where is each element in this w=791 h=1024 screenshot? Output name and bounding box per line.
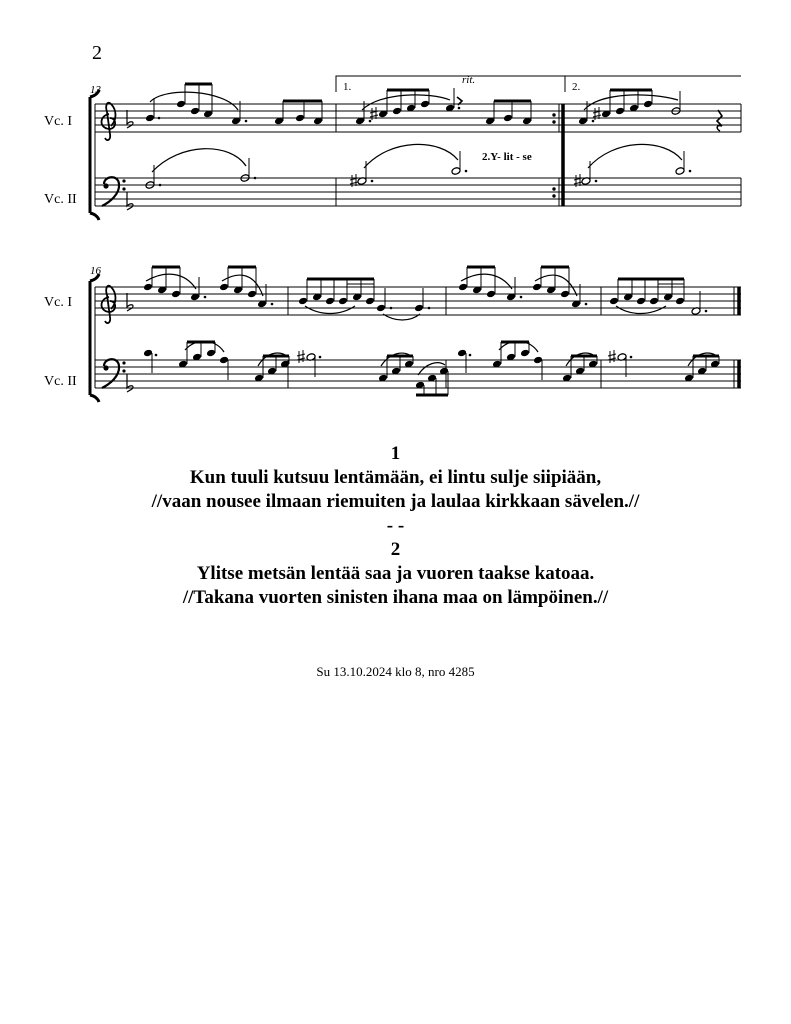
- verses: [0, 442, 791, 610]
- tempo-mark: rit.: [462, 74, 476, 86]
- staff-vc2: [95, 178, 741, 206]
- instrument-label-vc1: Vc. I: [44, 114, 72, 129]
- repeat-barline: [552, 104, 563, 206]
- barlines: [95, 104, 741, 206]
- volta-2: 2.: [572, 81, 581, 93]
- notes-vc1-volta1: [355, 88, 532, 125]
- verse-number: 2: [390, 539, 401, 560]
- sheet-music: [0, 0, 791, 440]
- instrument-label-vc1: Vc. I: [44, 295, 72, 310]
- system-2: [44, 265, 741, 402]
- flat-icon: [127, 374, 133, 392]
- verse-line: Kun tuuli kutsuu lentämään, ei lintu sulje siipiään,: [189, 467, 602, 488]
- measure-number: 16: [90, 265, 101, 277]
- verse-line: //Takana vuorten sinisten ihana maa on lämpöinen.//: [182, 587, 609, 608]
- page-number: 2: [92, 42, 102, 64]
- system-1: [44, 74, 741, 220]
- treble-clef-icon: [102, 286, 116, 323]
- verse-line: //vaan nousee ilmaan riemuiten ja laulaa kirkkaan sävelen.//: [151, 491, 640, 512]
- footer-note: Su 13.10.2024 klo 8, nro 4285: [316, 664, 475, 679]
- notes-vc2-system1: [145, 144, 691, 189]
- lyric-text: 2.Y- lit - se: [482, 151, 532, 163]
- notes-vc1-m13: [145, 84, 323, 125]
- flat-icon: [127, 192, 133, 210]
- instrument-label-vc2: Vc. II: [44, 192, 77, 207]
- treble-clef-icon: [102, 103, 116, 140]
- verse-number: 1: [390, 443, 401, 464]
- staff-vc1: [95, 104, 741, 132]
- measure-number: 13: [90, 84, 101, 96]
- verse-separator: - -: [386, 515, 405, 536]
- volta-1: 1.: [343, 81, 352, 93]
- notes-vc2-system2: [143, 341, 720, 395]
- instrument-label-vc2: Vc. II: [44, 374, 77, 389]
- verse-line: Ylitse metsän lentää saa ja vuoren taakse katoaa.: [196, 563, 595, 584]
